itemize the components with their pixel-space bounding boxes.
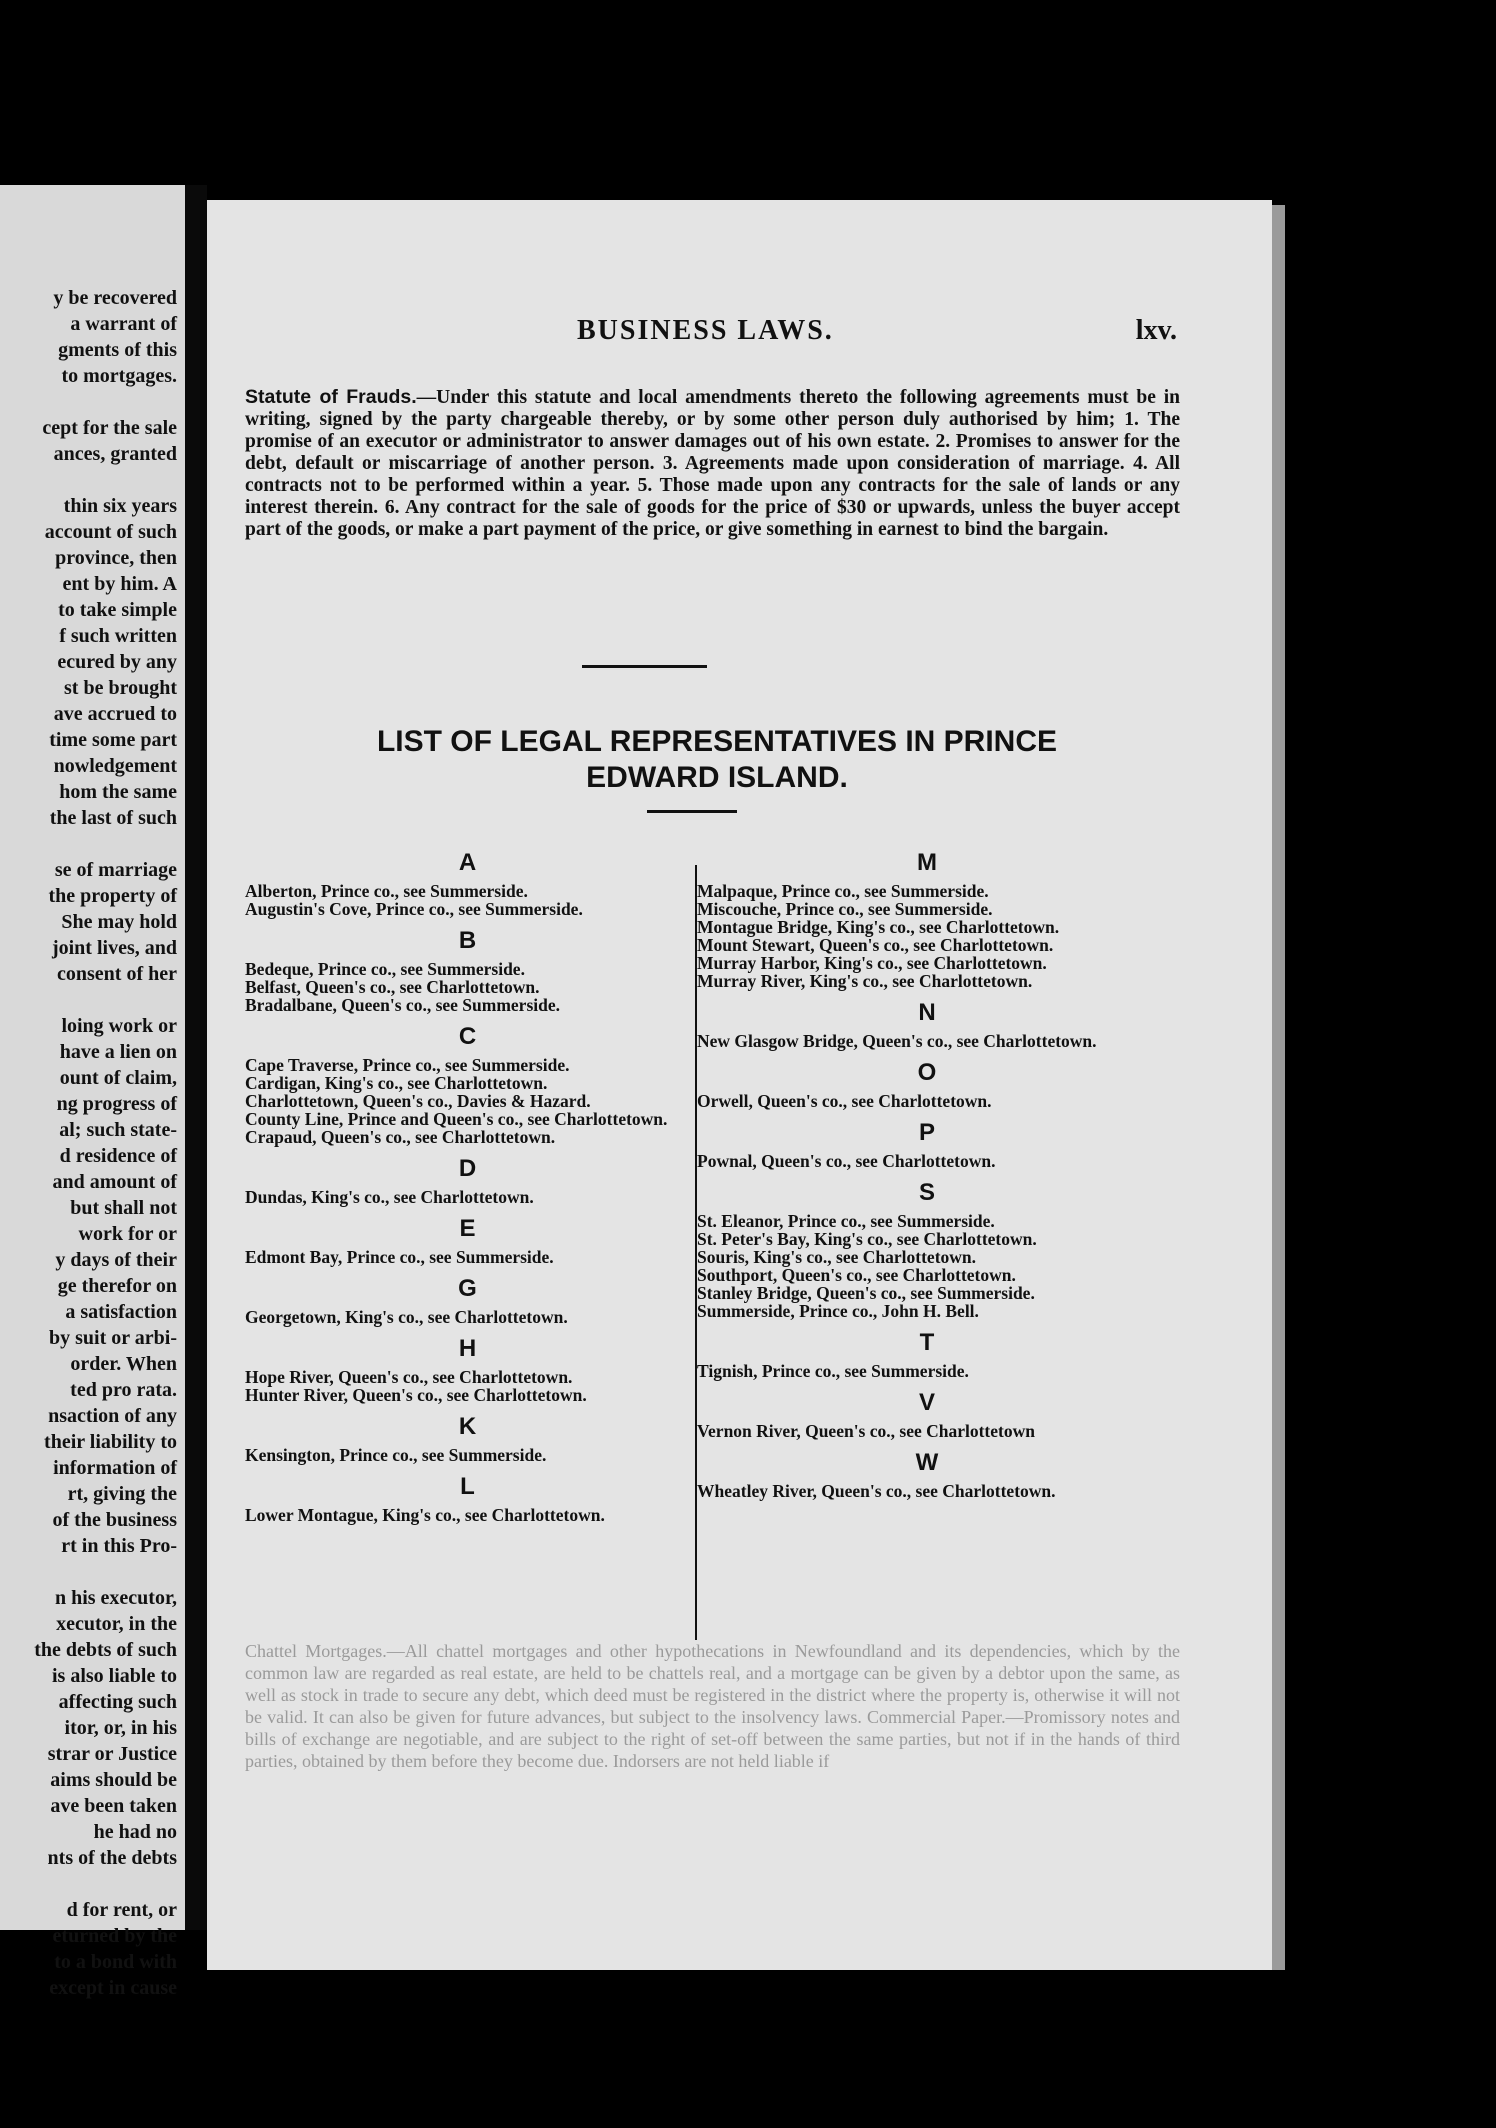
section-letter: B — [458, 927, 477, 954]
section-letter: A — [458, 849, 477, 876]
left-page-line: cept for the sale — [42, 417, 177, 439]
left-page-line: nsaction of any — [48, 1405, 177, 1427]
left-page-line: the last of such — [49, 807, 177, 829]
book-gutter — [185, 185, 207, 1930]
left-page-line: a satisfaction — [65, 1301, 177, 1323]
list-item: Kensington, Prince co., see Summerside. — [245, 1445, 547, 1465]
left-page-line: se of marriage — [54, 859, 177, 881]
list-item: Miscouche, Prince co., see Summerside. — [697, 899, 993, 919]
left-column — [245, 840, 690, 1524]
list-item: Murray River, King's co., see Charlottetown. — [697, 971, 1033, 991]
list-item: Orwell, Queen's co., see Charlottetown. — [697, 1091, 992, 1111]
left-page-line: he had no — [93, 1821, 177, 1843]
section-letter: K — [458, 1413, 477, 1440]
list-item: Crapaud, Queen's co., see Charlottetown. — [245, 1127, 556, 1147]
section-letter: L — [460, 1473, 475, 1500]
left-page-line: ecured by any — [57, 651, 177, 673]
list-title — [297, 724, 1137, 796]
right-column — [697, 840, 1157, 1500]
page-header — [207, 315, 1272, 355]
left-page-line: loing work or — [61, 1015, 177, 1037]
left-page-line: but shall not — [70, 1197, 177, 1219]
left-page-line: xecutor, in the — [56, 1613, 177, 1635]
list-item: Montague Bridge, King's co., see Charlottetown. — [697, 917, 1060, 937]
left-page-line: thin six years — [63, 495, 177, 517]
section-letter: P — [918, 1119, 935, 1146]
left-page-line — [0, 831, 185, 857]
left-page-line: d for rent, or — [66, 1899, 177, 1921]
title-rule — [647, 810, 737, 813]
left-page-line — [0, 389, 185, 415]
left-page-line: st be brought — [64, 677, 177, 699]
left-page-line: She may hold — [61, 911, 177, 933]
list-item: Alberton, Prince co., see Summerside. — [245, 881, 528, 901]
left-page-line — [0, 467, 185, 493]
list-item: Bedeque, Prince co., see Summerside. — [245, 959, 525, 979]
left-page-line: to a bond with — [54, 1951, 177, 1973]
statute-body: —Under this statute and local amendments thereto the following agreements must be in writing, signed by the party chargeable thereby, or by some other person duly authorised by him; 1. The promise of an executor or administrator to answer damages out of his own estate. 2. Promises to answer for the debt, default or miscarriage of another person. 3. Agreements made upon consideration of marriage. 4. All contracts not to be performed within a year. 5. Those made upon any contracts for the sale of lands or any interest therein. 6. Any contract for the sale of goods for the price of $30 or upwards, unless the buyer accept part of the goods, or make a part payment of the price, or give something in earnest to bind the bargain. — [245, 387, 1180, 540]
left-page-line: to mortgages. — [61, 365, 177, 387]
section-rule — [582, 665, 707, 668]
list-item: Mount Stewart, Queen's co., see Charlottetown. — [697, 935, 1054, 955]
left-page-line — [0, 987, 185, 1013]
list-item: Hope River, Queen's co., see Charlottetown. — [245, 1367, 573, 1387]
left-page-line: d residence of — [59, 1145, 177, 1167]
left-page-line: time some part — [49, 729, 177, 751]
list-item: Murray Harbor, King's co., see Charlottetown. — [697, 953, 1047, 973]
left-page-line: hom the same — [59, 781, 177, 803]
left-page-line: to take simple — [58, 599, 177, 621]
left-page-line: have a lien on — [59, 1041, 177, 1063]
left-page-line: is also liable to — [51, 1665, 177, 1687]
left-page-text — [0, 185, 185, 2001]
left-page-line: gments of this — [58, 339, 177, 361]
list-item: Stanley Bridge, Queen's co., see Summerside. — [697, 1283, 1035, 1303]
left-page-line: al; such state- — [59, 1119, 177, 1141]
left-page-line: strar or Justice — [47, 1743, 177, 1765]
list-item: Edmont Bay, Prince co., see Summerside. — [245, 1247, 554, 1267]
left-page-line: eturned by the — [52, 1925, 177, 1947]
list-item: County Line, Prince and Queen's co., see Charlottetown. — [245, 1109, 668, 1129]
document-page — [207, 200, 1272, 1970]
list-item: Georgetown, King's co., see Charlottetown. — [245, 1307, 568, 1327]
left-page-line: order. When — [70, 1353, 177, 1375]
list-item: Vernon River, Queen's co., see Charlottetown — [697, 1421, 1035, 1441]
section-letter: G — [458, 1275, 477, 1302]
section-letter: T — [919, 1329, 935, 1356]
list-item: Belfast, Queen's co., see Charlottetown. — [245, 977, 540, 997]
left-page-line: itor, or, in his — [64, 1717, 177, 1739]
list-title-line-2: EDWARD ISLAND. — [586, 761, 848, 794]
list-item: Pownal, Queen's co., see Charlottetown. — [697, 1151, 996, 1171]
list-item: Bradalbane, Queen's co., see Summerside. — [245, 995, 560, 1015]
list-item: Augustin's Cove, Prince co., see Summerside. — [245, 899, 583, 919]
list-item: Lower Montague, King's co., see Charlottetown. — [245, 1505, 605, 1525]
section-letter: O — [917, 1059, 937, 1086]
list-item: Dundas, King's co., see Charlottetown. — [245, 1187, 534, 1207]
left-page-line: their liability to — [44, 1431, 177, 1453]
list-item: New Glasgow Bridge, Queen's co., see Charlottetown. — [697, 1031, 1097, 1051]
left-page-line: ances, granted — [53, 443, 177, 465]
section-letter: N — [918, 999, 936, 1026]
list-item: Southport, Queen's co., see Charlottetown. — [697, 1265, 1016, 1285]
left-page-line: f such written — [59, 625, 177, 647]
left-page-line: province, then — [55, 547, 177, 569]
left-page-line: ave been taken — [50, 1795, 177, 1817]
left-page-line: joint lives, and — [51, 937, 177, 959]
left-page-line: n his executor, — [54, 1587, 177, 1609]
section-letter: D — [458, 1155, 477, 1182]
left-page-line: ave accrued to — [53, 703, 177, 725]
list-item: St. Eleanor, Prince co., see Summerside. — [697, 1211, 995, 1231]
section-letter: S — [918, 1179, 935, 1206]
left-page-line: of the business — [52, 1509, 177, 1531]
left-page-line: account of such — [44, 521, 177, 543]
statute-heading: Statute of Frauds. — [245, 386, 417, 408]
left-page-line: rt, giving the — [67, 1483, 177, 1505]
statute-of-frauds-paragraph — [245, 386, 1180, 541]
section-letter: M — [917, 849, 937, 876]
left-page-line: y days of their — [55, 1249, 177, 1271]
section-letter: W — [915, 1449, 939, 1476]
left-page-line: rt in this Pro- — [61, 1535, 177, 1557]
left-page-line: affecting such — [58, 1691, 177, 1713]
left-page-line: nts of the debts — [47, 1847, 177, 1869]
left-page-line — [0, 1559, 185, 1585]
left-page-line: ge therefor on — [57, 1275, 177, 1297]
list-item: Souris, King's co., see Charlottetown. — [697, 1247, 977, 1267]
list-item: Hunter River, Queen's co., see Charlottetown. — [245, 1385, 587, 1405]
left-page-line: the property of — [48, 885, 177, 907]
section-letter: E — [459, 1215, 476, 1242]
list-title-line-1: LIST OF LEGAL REPRESENTATIVES IN PRINCE — [376, 725, 1058, 758]
section-letter: C — [458, 1023, 477, 1050]
list-item: Charlottetown, Queen's co., Davies & Hazard. — [245, 1091, 591, 1111]
list-item: Tignish, Prince co., see Summerside. — [697, 1361, 969, 1381]
left-page-line: nowledgement — [53, 755, 177, 777]
left-page-line: a warrant of — [70, 313, 177, 335]
left-page-line: ng progress of — [56, 1093, 177, 1115]
list-item: Cardigan, King's co., see Charlottetown. — [245, 1073, 548, 1093]
bleed-through-text: Chattel Mortgages.—All chattel mortgages and other hypothecations in Newfoundland and its dependencies, which by the common law are regarded as real estate, are held to be chattels real, and a mortgage can be given by a debtor upon the same, as well as stock in trade to secure any debt, which deed must be registered in the district where the property is, otherwise it will not be valid. It can also be given for future advances, but subject to the insolvency laws. Commercial Paper.—Promissory notes and bills of exchange are negotiable, and are subject to the right of set-off between the same parties, but not if in the hands of third parties, obtained by them before they become due. Indorsers are not held liable if — [245, 1641, 1180, 1771]
page-number: lxv. — [1135, 315, 1177, 346]
left-page-line: ent by him. A — [62, 573, 177, 595]
left-page-line: by suit or arbi- — [49, 1327, 177, 1349]
left-page-line — [0, 1871, 185, 1897]
left-page-line: information of — [53, 1457, 177, 1479]
section-letter: H — [458, 1335, 477, 1362]
list-item: Summerside, Prince co., John H. Bell. — [697, 1301, 979, 1321]
left-page-line: except in cause — [49, 1977, 177, 1999]
section-letter: V — [918, 1389, 935, 1416]
list-item: St. Peter's Bay, King's co., see Charlottetown. — [697, 1229, 1037, 1249]
list-item: Wheatley River, Queen's co., see Charlottetown. — [697, 1481, 1056, 1501]
left-page-line: and amount of — [52, 1171, 177, 1193]
left-page-fragment — [0, 185, 185, 1999]
left-page-line: work for or — [78, 1223, 177, 1245]
left-page-line: y be recovered — [53, 287, 177, 309]
left-page-line: ted pro rata. — [70, 1379, 177, 1401]
left-page-line: aims should be — [50, 1769, 177, 1791]
list-item: Malpaque, Prince co., see Summerside. — [697, 881, 989, 901]
running-title: BUSINESS LAWS. — [577, 315, 834, 346]
list-item: Cape Traverse, Prince co., see Summerside. — [245, 1055, 570, 1075]
left-page-line: ount of claim, — [59, 1067, 177, 1089]
left-page-line: the debts of such — [34, 1639, 177, 1661]
left-page-line: consent of her — [57, 963, 177, 985]
